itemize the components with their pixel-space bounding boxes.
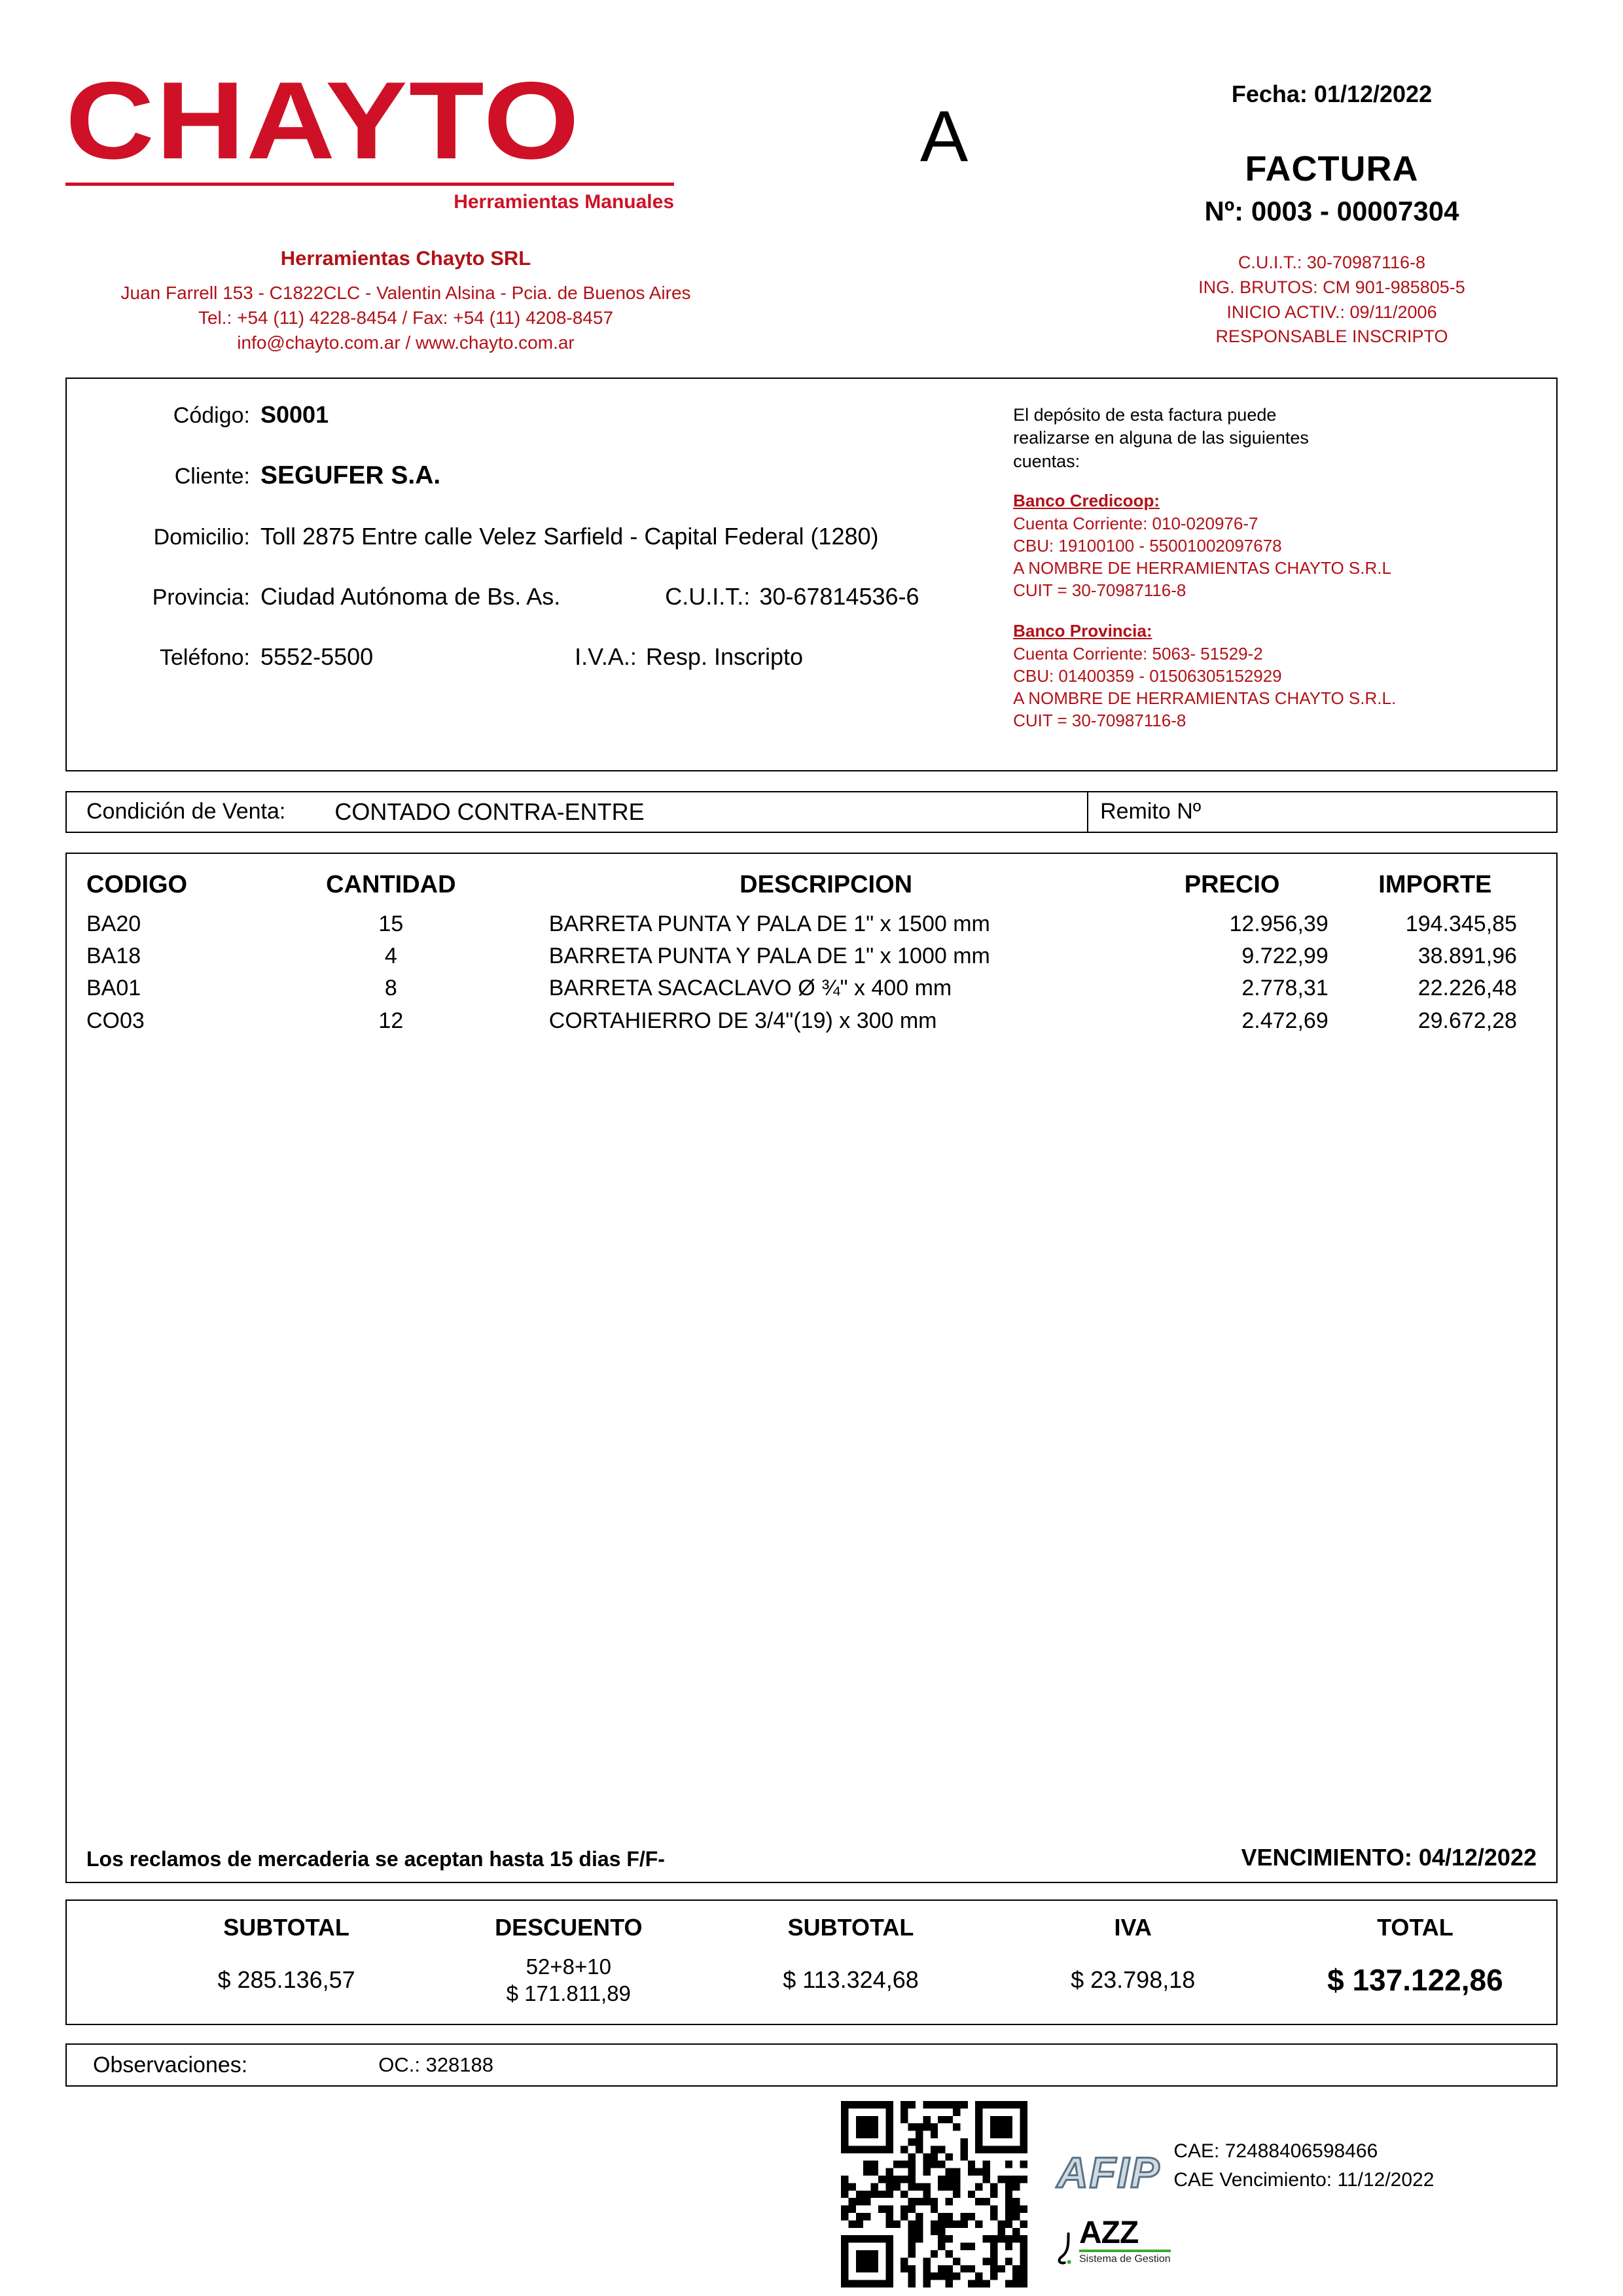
client-address-row bbox=[86, 523, 1000, 550]
items-footer bbox=[67, 1844, 1556, 1882]
client-code-label: Código: bbox=[173, 403, 250, 429]
items-header-row bbox=[67, 854, 1556, 899]
client-details bbox=[86, 401, 1000, 750]
cell-descripcion: CORTAHIERRO DE 3/4"(19) x 300 mm bbox=[548, 1008, 937, 1033]
cell-descripcion: BARRETA PUNTA Y PALA DE 1" x 1000 mm bbox=[548, 943, 990, 968]
remito-label: Remito Nº bbox=[1100, 799, 1202, 824]
azz-logo bbox=[1057, 2216, 1434, 2265]
invoice-date: Fecha: 01/12/2022 bbox=[1231, 80, 1433, 107]
invoice-type: FACTURA bbox=[1245, 149, 1419, 188]
cell-importe: 194.345,85 bbox=[1405, 911, 1517, 936]
remito-section bbox=[1087, 792, 1556, 832]
col-header-importe: IMPORTE bbox=[1378, 870, 1492, 898]
bank-provincia-name: Banco Provincia: bbox=[1013, 620, 1152, 641]
footer-right bbox=[1057, 2101, 1434, 2287]
bank-provincia-cuit: CUIT = 30-70987116-8 bbox=[1013, 710, 1186, 730]
observations-label: Observaciones: bbox=[93, 2052, 248, 2077]
bank-credicoop-holder: A NOMBRE DE HERRAMIENTAS CHAYTO S.R.L bbox=[1013, 558, 1391, 578]
observations-value: OC.: 328188 bbox=[378, 2053, 494, 2077]
company-contact bbox=[65, 247, 746, 355]
client-iva-label: I.V.A.: bbox=[575, 643, 637, 671]
cell-codigo: BA01 bbox=[86, 976, 141, 1001]
client-code-row bbox=[86, 401, 1000, 429]
logo-underline bbox=[65, 183, 674, 186]
client-name-label: Cliente: bbox=[174, 464, 250, 489]
items-rows bbox=[67, 908, 1556, 1037]
invoice-letter: A bbox=[919, 96, 969, 177]
cae-number: CAE: 72488406598466 bbox=[1173, 2140, 1378, 2163]
cell-importe: 22.226,48 bbox=[1418, 976, 1517, 1001]
client-iva-value: Resp. Inscripto bbox=[645, 643, 804, 671]
total-value: $ 137.122,86 bbox=[1327, 1962, 1503, 1997]
footer bbox=[841, 2101, 1558, 2287]
sale-condition-box bbox=[65, 791, 1558, 833]
client-name-row bbox=[86, 461, 1000, 490]
cell-codigo: BA20 bbox=[86, 911, 141, 936]
bank-credicoop bbox=[1013, 490, 1537, 602]
cell-precio: 12.956,39 bbox=[1229, 911, 1329, 936]
azz-wordmark: AZZ bbox=[1079, 2216, 1139, 2251]
totals-values bbox=[145, 1953, 1556, 2007]
items-table bbox=[65, 853, 1558, 1883]
table-row bbox=[67, 940, 1556, 972]
azz-text-block bbox=[1079, 2216, 1171, 2265]
cell-precio: 9.722,99 bbox=[1241, 943, 1329, 968]
table-row bbox=[67, 908, 1556, 940]
observations-box bbox=[65, 2043, 1558, 2087]
bank-credicoop-name: Banco Credicoop: bbox=[1013, 490, 1160, 510]
totals-header-descuento: DESCUENTO bbox=[495, 1913, 643, 1941]
subtotal2-value: $ 113.324,68 bbox=[783, 1966, 919, 1993]
cell-cantidad: 8 bbox=[384, 976, 397, 1001]
cell-cantidad: 4 bbox=[384, 943, 397, 968]
company-address: Juan Farrell 153 - C1822CLC - Valentin Alsina - Pcia. de Buenos Aires bbox=[120, 283, 691, 303]
sale-condition-label: Condición de Venta: bbox=[86, 799, 286, 824]
descuento-qty: 52+8+10 bbox=[526, 1954, 611, 1979]
chayto-logo: CHAYTO bbox=[65, 59, 581, 182]
bank-credicoop-cuit: CUIT = 30-70987116-8 bbox=[1013, 580, 1186, 600]
cell-descripcion: BARRETA PUNTA Y PALA DE 1" x 1500 mm bbox=[548, 911, 990, 936]
table-row bbox=[67, 972, 1556, 1004]
company-ing-brutos: ING. BRUTOS: CM 901-985805-5 bbox=[1198, 277, 1465, 297]
client-phone-row bbox=[86, 643, 1000, 671]
client-province-value: Ciudad Autónoma de Bs. As. bbox=[260, 583, 561, 610]
company-inicio-activ: INICIO ACTIV.: 09/11/2006 bbox=[1226, 302, 1437, 322]
cell-importe: 29.672,28 bbox=[1418, 1008, 1517, 1033]
subtotal1-value: $ 285.136,57 bbox=[217, 1966, 355, 1993]
claims-note: Los reclamos de mercaderia se aceptan hasta 15 dias F/F- bbox=[86, 1846, 665, 1871]
company-phone: Tel.: +54 (11) 4228-8454 / Fax: +54 (11) 4208-8457 bbox=[198, 307, 614, 328]
client-iva-pair bbox=[575, 643, 803, 671]
cell-codigo: CO03 bbox=[86, 1008, 145, 1033]
client-box bbox=[65, 378, 1558, 771]
client-cuit-label: C.U.I.T.: bbox=[665, 583, 751, 610]
company-fiscal bbox=[1142, 251, 1522, 355]
col-header-codigo: CODIGO bbox=[86, 870, 188, 898]
client-address-value: Toll 2875 Entre calle Velez Sarfield - Capital Federal (1280) bbox=[260, 523, 879, 550]
brand-block bbox=[65, 59, 746, 213]
cell-codigo: BA18 bbox=[86, 943, 141, 968]
cae-block bbox=[1173, 2137, 1434, 2194]
cell-descripcion: BARRETA SACACLAVO Ø ¾" x 400 mm bbox=[548, 976, 952, 1001]
qr-code-icon bbox=[841, 2101, 1027, 2287]
logo-tagline: Herramientas Manuales bbox=[454, 190, 674, 213]
bank-provincia bbox=[1013, 620, 1537, 732]
bank-provincia-account: Cuenta Corriente: 5063- 51529-2 bbox=[1013, 644, 1263, 664]
table-row bbox=[67, 1005, 1556, 1037]
cell-precio: 2.472,69 bbox=[1241, 1008, 1329, 1033]
bank-provincia-holder: A NOMBRE DE HERRAMIENTAS CHAYTO S.R.L. bbox=[1013, 688, 1397, 709]
client-province-label: Provincia: bbox=[152, 585, 250, 610]
totals-header-subtotal2: SUBTOTAL bbox=[787, 1913, 914, 1941]
client-phone-value: 5552-5500 bbox=[260, 643, 374, 671]
sale-condition-value: CONTADO CONTRA-ENTRE bbox=[334, 798, 645, 825]
azz-subtitle: Sistema de Gestion bbox=[1079, 2250, 1171, 2265]
descuento-amount: $ 171.811,89 bbox=[506, 1981, 631, 2005]
totals-header-total: TOTAL bbox=[1377, 1913, 1454, 1941]
totals-headers bbox=[145, 1914, 1556, 1941]
client-phone-label: Teléfono: bbox=[160, 645, 250, 671]
deposit-intro: El depósito de esta factura puede realizarse en alguna de las siguientes cuentas: bbox=[1013, 405, 1309, 471]
iva-value: $ 23.798,18 bbox=[1071, 1966, 1196, 1993]
cell-cantidad: 15 bbox=[378, 911, 404, 936]
cell-cantidad: 12 bbox=[378, 1008, 404, 1033]
client-address-label: Domicilio: bbox=[153, 525, 250, 550]
header bbox=[65, 59, 1558, 227]
sale-condition bbox=[67, 792, 1087, 832]
client-name-value: SEGUFER S.A. bbox=[260, 461, 441, 490]
company-web: info@chayto.com.ar / www.chayto.com.ar bbox=[237, 332, 575, 353]
col-header-descripcion: DESCRIPCION bbox=[740, 870, 913, 898]
azz-sax-icon bbox=[1057, 2231, 1075, 2265]
bank-provincia-cbu: CBU: 01400359 - 01506305152929 bbox=[1013, 666, 1282, 686]
cell-importe: 38.891,96 bbox=[1418, 943, 1517, 968]
deposit-info bbox=[1000, 401, 1537, 750]
descuento-cell bbox=[427, 1953, 709, 2007]
invoice-id-block bbox=[1142, 69, 1522, 227]
afip-block bbox=[1057, 2137, 1435, 2197]
due-date: VENCIMIENTO: 04/12/2022 bbox=[1241, 1843, 1537, 1871]
col-header-precio: PRECIO bbox=[1184, 870, 1280, 898]
client-cuit-value: 30-67814536-6 bbox=[759, 583, 919, 610]
cell-precio: 2.778,31 bbox=[1241, 976, 1329, 1001]
bank-credicoop-cbu: CBU: 19100100 - 55001002097678 bbox=[1013, 536, 1282, 556]
col-header-cantidad: CANTIDAD bbox=[326, 870, 456, 898]
client-code-value: S0001 bbox=[260, 401, 329, 429]
client-province-row bbox=[86, 583, 1000, 610]
cae-due: CAE Vencimiento: 11/12/2022 bbox=[1173, 2168, 1435, 2191]
afip-logo-icon: AFIP bbox=[1057, 2148, 1161, 2197]
client-cuit-pair bbox=[665, 583, 919, 610]
bank-credicoop-account: Cuenta Corriente: 010-020976-7 bbox=[1013, 514, 1258, 534]
company-name: Herramientas Chayto SRL bbox=[280, 247, 531, 270]
totals-box bbox=[65, 1899, 1558, 2026]
company-responsable: RESPONSABLE INSCRIPTO bbox=[1215, 327, 1448, 347]
company-cuit: C.U.I.T.: 30-70987116-8 bbox=[1238, 253, 1426, 272]
totals-header-subtotal1: SUBTOTAL bbox=[223, 1913, 349, 1941]
totals-header-iva: IVA bbox=[1114, 1913, 1152, 1941]
invoice-number: Nº: 0003 - 00007304 bbox=[1204, 196, 1459, 226]
company-info bbox=[65, 247, 1558, 355]
